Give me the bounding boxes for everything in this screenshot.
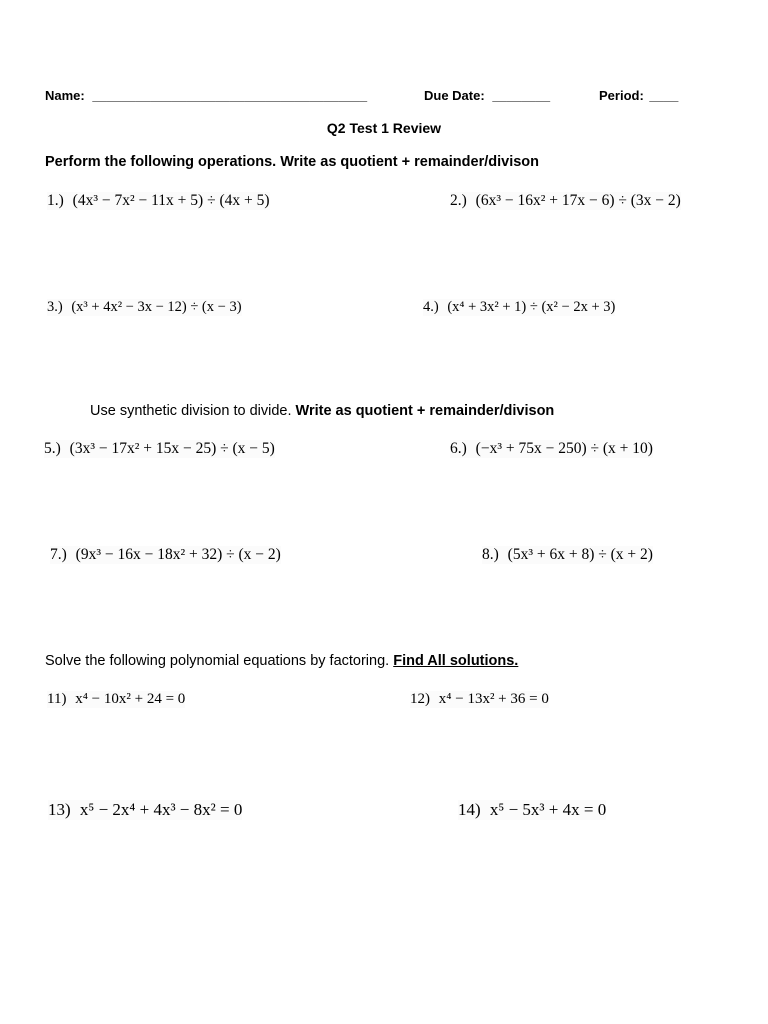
problem-number: 8.)	[482, 546, 499, 563]
problem-number: 7.)	[50, 546, 67, 563]
problem-expression: (6x³ − 16x² + 17x − 6) ÷ (3x − 2)	[475, 192, 681, 209]
section-3-instruction-emphasis: Find All solutions.	[393, 653, 519, 669]
problem-number: 3.)	[47, 299, 63, 315]
problem-number: 5.)	[44, 440, 61, 457]
due-date-blank[interactable]: ________	[492, 88, 551, 103]
period-blank[interactable]: ____	[649, 88, 679, 103]
period-label: Period:	[599, 88, 644, 103]
problem-6	[450, 440, 653, 458]
due-date-field[interactable]	[424, 88, 550, 103]
problem-expression: (x⁴ + 3x² + 1) ÷ (x² − 2x + 3)	[447, 299, 616, 315]
problem-expression: x⁴ − 10x² + 24 = 0	[75, 691, 186, 707]
problem-expression: (x³ + 4x² − 3x − 12) ÷ (x − 3)	[71, 299, 242, 315]
problem-12	[410, 691, 549, 708]
problem-14	[458, 800, 606, 820]
problem-number: 4.)	[423, 299, 439, 315]
problem-number: 14)	[458, 800, 481, 819]
problem-1	[47, 192, 270, 210]
problem-expression: (9x³ − 16x − 18x² + 32) ÷ (x − 2)	[75, 546, 281, 563]
problem-number: 6.)	[450, 440, 467, 457]
page-title: Q2 Test 1 Review	[326, 120, 442, 136]
problem-8	[482, 546, 653, 564]
period-field[interactable]	[599, 88, 678, 103]
name-blank[interactable]: ______________________________________	[92, 88, 368, 103]
section-3-instruction	[45, 653, 518, 669]
problem-number: 1.)	[47, 192, 64, 209]
problem-number: 12)	[410, 691, 430, 707]
problem-number: 2.)	[450, 192, 467, 209]
section-2-instruction-bold: Write as quotient + remainder/divison	[295, 403, 555, 419]
problem-expression: x⁵ − 5x³ + 4x = 0	[489, 800, 607, 819]
section-2-instruction	[90, 403, 554, 419]
name-label: Name:	[45, 88, 85, 103]
problem-2	[450, 192, 681, 210]
problem-expression: (5x³ + 6x + 8) ÷ (x + 2)	[507, 546, 653, 563]
problem-3	[47, 299, 242, 316]
problem-13	[48, 800, 242, 820]
problem-expression: (4x³ − 7x² − 11x + 5) ÷ (4x + 5)	[72, 192, 270, 209]
problem-number: 13)	[48, 800, 71, 819]
problem-4	[423, 299, 615, 316]
problem-expression: (3x³ − 17x² + 15x − 25) ÷ (x − 5)	[69, 440, 275, 457]
section-2-instruction-plain: Use synthetic division to divide.	[90, 403, 296, 419]
due-date-label: Due Date:	[424, 88, 485, 103]
problem-expression: x⁵ − 2x⁴ + 4x³ − 8x² = 0	[79, 800, 243, 819]
name-field[interactable]	[45, 88, 367, 103]
problem-7	[50, 546, 281, 564]
problem-expression: x⁴ − 13x² + 36 = 0	[438, 691, 549, 707]
section-1-instruction: Perform the following operations. Write as quotient + remainder/divison	[45, 154, 540, 170]
problem-number: 11)	[47, 691, 67, 707]
section-3-instruction-plain: Solve the following polynomial equations by factoring.	[45, 653, 394, 669]
problem-11	[47, 691, 185, 708]
problem-expression: (−x³ + 75x − 250) ÷ (x + 10)	[475, 440, 653, 457]
problem-5	[44, 440, 275, 458]
